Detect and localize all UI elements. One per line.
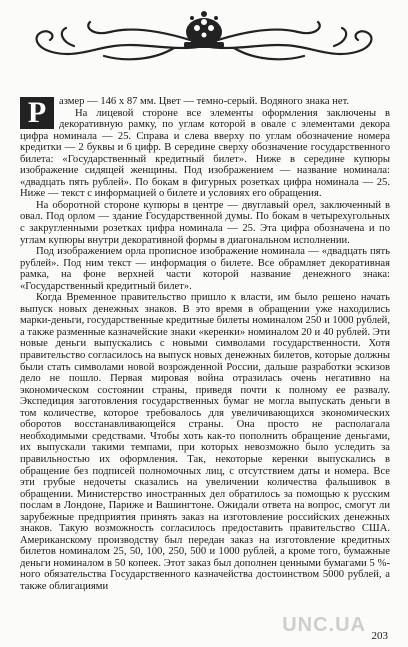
drop-cap: Р [20, 97, 54, 129]
header-ornament [14, 2, 394, 64]
site-watermark: UNC.UA [282, 614, 366, 636]
paragraph: Под изображением орла прописное изображение номинала — «двадцать пять рублей». Под ним текст — информация о билете. Все обрамляет декоративная рамка, на фоне верхней части которой название денежного знака: «Государственный кредитный билет». [20, 246, 390, 292]
paragraph [20, 96, 390, 129]
page-number: 203 [371, 630, 388, 642]
paragraph: На оборотной стороне купюры в центре — двуглавый орел, заключенный в овал. Под орлом — здание Государственной думы. По бокам в четырехугольных с закругленными розетках цифра номинала — 25. Эта цифра обозначена и по углам купюры внутри декоративной формы в диагональном исполнении. [20, 199, 390, 246]
article-body [20, 96, 390, 593]
paragraph: Когда Временное правительство пришло к власти, им было решено начать выпуск новых денежных знаков. В это время в обращении уже находились марки-деньги, государственные кредитные билеты номиналом 250 и 1000 рублей, а также разменные казначейские знаки «керенки» номиналом 20 и 40 рублей. Эти новые деньги выпускались с новыми символами государственности. Хотя правительство согласилось на выпуск новых денежных билетов, которые должны были стать символами новой возрожденной России, дальше разработки эскизов дело не пошло. Первая мировая война отразилась очень негативно на экономическом состоянии страны, приведя почти к полному ее развалу. Экспедиция заготовления государственных бумаг не могла выпускать деньги в том количестве, которое требовалось для увеличивающихся экономических оборотов восстанавливающейся страны. Она просто не располагала необходимыми средствами. Чтобы хоть как-то пополнить обращение деньгами, их выпускали такими темпами, при которых невозможно было уследить за правильностью их оформления. Так, некоторые керенки выпускались в обращение без подписей полномочных лиц, с отсутствием даты и номера. Все эти грубые недочеты сказались на увеличении количества фальшивок в обращении. Министерство иностранных дел обратилось за помощью к русским послам в Лондоне, Париже и Вашингтоне. Ожидали ответа на вопрос, смогут ли зарубежные предприятия принять заказ на изготовление российских денежных знаков. Такую возможность согласилось предоставить правительство США. Американскому производству был передан заказ на изготовление кредитных билетов номиналом 25, 50, 100, 250, 500 и 1000 рублей, а кроме того, бумажные деньги номиналом в 50 копеек. Этот заказ был дополнен ценными бумагами 5 %-ного обязательства Государственного казначейства достоинством 5000 рублей, а также облигациями [20, 292, 390, 592]
paragraph: На лицевой стороне все элементы оформления заключены в декоративную рамку, по углам которой в овале с элементами декора цифра номинала — 25. Справа и слева вверху по углам обозначение номера кредитки — 2 буквы и 6 цифр. В середине сверху обозначение государственного билета: «Государственный кредитный билет». Ниже в середине купюры изображение сидящей женщины. Под изображением — название номинала: «двадцать пять рублей». По бокам в фигурных розетках цифра номинала — 25. Ниже — текст с информацией о билете и условиях его обращения. [20, 107, 390, 200]
paragraph-text: азмер — 146 х 87 мм. Цвет — темно-серый. Водяного знака нет. [59, 96, 350, 107]
